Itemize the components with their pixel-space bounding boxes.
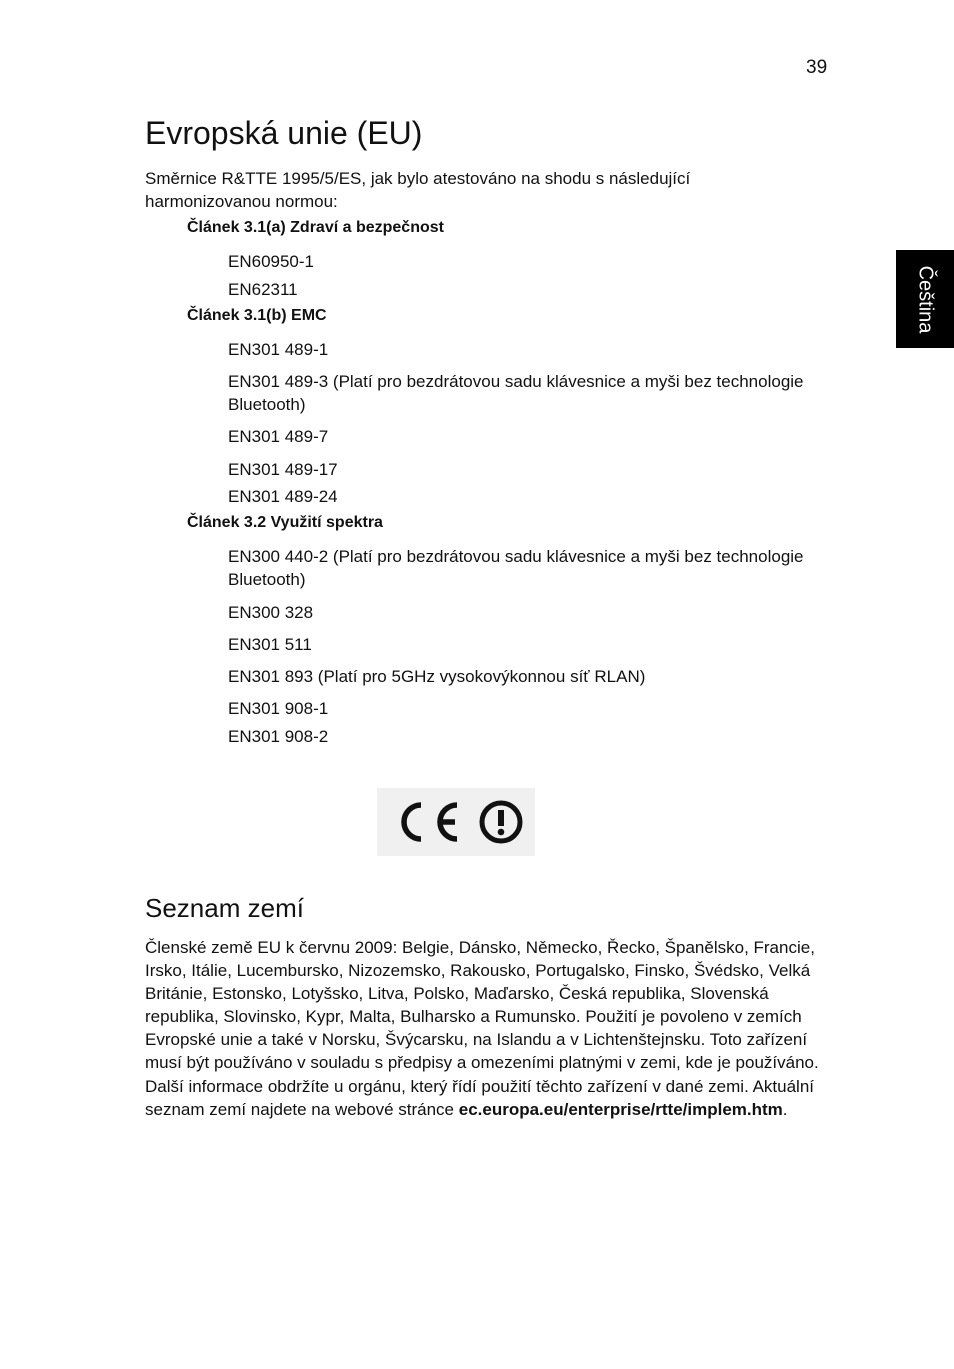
standard-item: EN301 489-17 (228, 460, 338, 479)
standard-item: EN301 489-7 (228, 427, 329, 446)
standard-item: EN300 440-2 (Platí pro bezdrátovou sadu klávesnice a myši bez technologie Bluetooth) (228, 547, 804, 589)
countries-paragraph (145, 936, 835, 1121)
standard-item: EN301 908-1 (228, 699, 329, 718)
ce-alert-icon (377, 788, 535, 856)
language-tab-label: Čeština (914, 265, 937, 333)
paragraph-end: . (782, 1099, 788, 1119)
article-heading-spectrum: Článek 3.2 Využití spektra (187, 514, 383, 531)
standard-item: EN300 328 (228, 603, 314, 622)
section-title-countries: Seznam zemí (145, 893, 304, 923)
rtte-link[interactable]: ec.europa.eu/enterprise/rtte/implem.htm (458, 1099, 783, 1119)
page-number: 39 (806, 57, 828, 78)
standard-item: EN60950-1 (228, 252, 315, 271)
intro-text: Směrnice R&TTE 1995/5/ES, jak bylo atestováno na shodu s následující harmonizovanou normou: (145, 169, 691, 211)
ce-alert-mark (377, 788, 535, 856)
standard-item: EN301 511 (228, 635, 312, 654)
standard-item: EN301 908-2 (228, 727, 329, 746)
countries-text: Členské země EU k červnu 2009: Belgie, Dánsko, Německo, Řecko, Španělsko, Francie, Irsko, Itálie, Lucembursko, Nizozemsko, Rakousko, Portugalsko, Finsko, Švédsko, Velká Británie, Estonsko, Lotyšsko, Litva, Polsko, Maďarsko, Česká republika, Slovenská republika, Slovinsko, Kypr, Malta, Bulharsko a Rumunsko. Použití je povoleno v zemích Evropské unie a také v Norsku, Švýcarsku, na Islandu a v Lichtenštejnsku. Toto zařízení musí být používáno v souladu s předpisy a omezeními platnými v zemi, kde je používáno. Další informace obdržíte u orgánu, který řídí použití těchto zařízení v dané zemi. Aktuální seznam zemí najdete na webové stránce (145, 938, 819, 1119)
standard-item: EN301 489-24 (228, 487, 338, 506)
standard-item: EN301 489-3 (Platí pro bezdrátovou sadu klávesnice a myši bez technologie Bluetooth) (228, 372, 804, 414)
standard-item: EN301 893 (Platí pro 5GHz vysokovýkonnou síť RLAN) (228, 667, 646, 686)
standard-item: EN301 489-1 (228, 340, 329, 359)
article-heading-emc: Článek 3.1(b) EMC (187, 307, 327, 324)
section-title-eu: Evropská unie (EU) (145, 115, 423, 151)
language-tab (896, 250, 954, 348)
article-heading-health: Článek 3.1(a) Zdraví a bezpečnost (187, 219, 444, 236)
standard-item: EN62311 (228, 280, 298, 299)
